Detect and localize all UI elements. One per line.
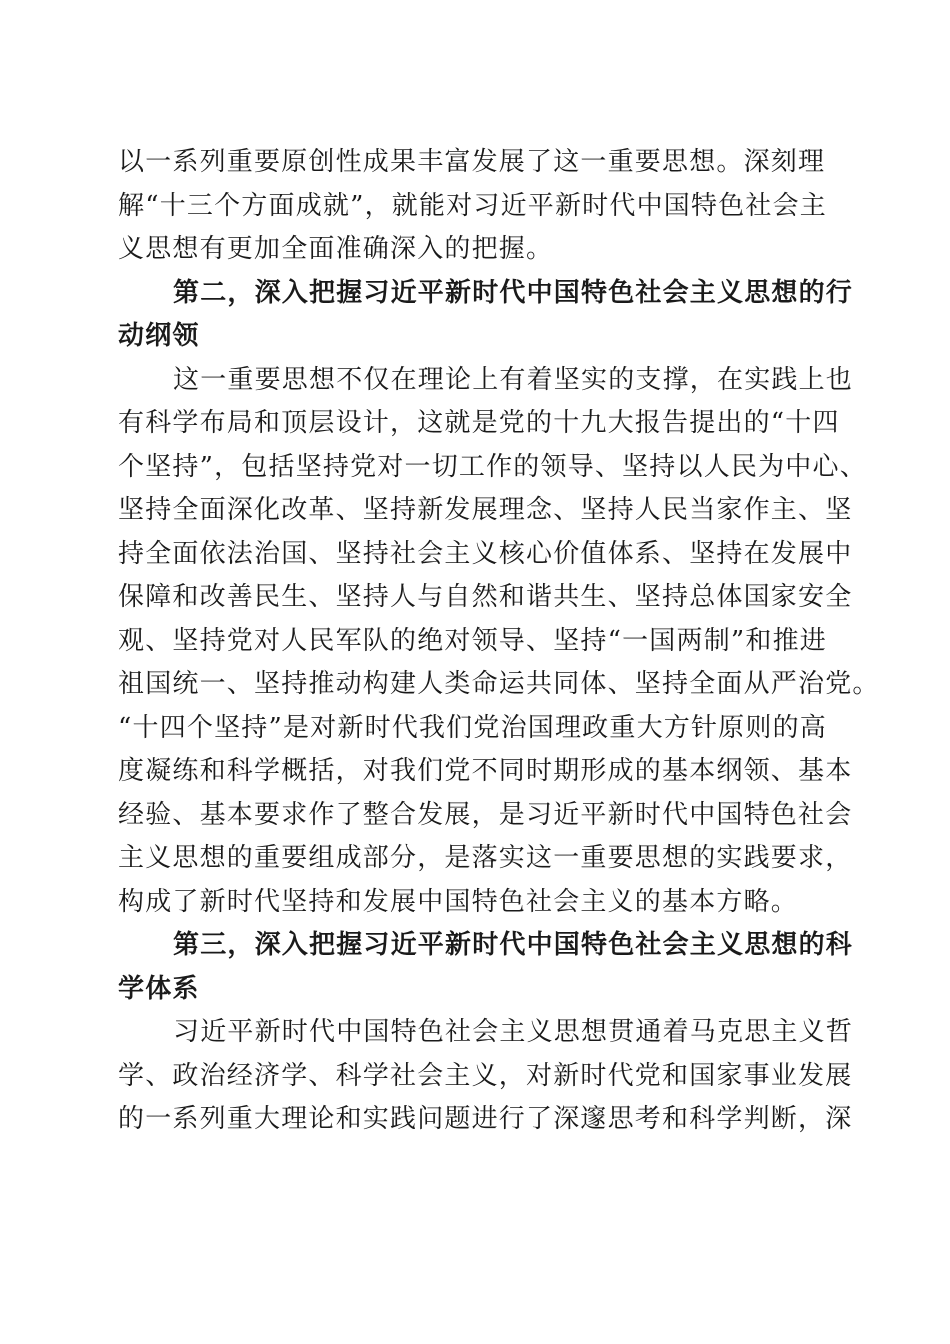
text-line: 祖国统一、坚持推动构建人类命运共同体、坚持全面从严治党。 [118,669,880,699]
heading-line: 第三，深入把握习近平新时代中国特色社会主义思想的科 [173,930,854,960]
section-heading-2 [118,272,854,359]
text-line: 坚持全面深化改革、坚持新发展理念、坚持人民当家作主、坚 [118,495,853,525]
text-line: 义思想有更加全面准确深入的把握。 [118,234,554,264]
text-line: 经验、基本要求作了整合发展，是习近平新时代中国特色社会 [118,799,853,830]
text-line: 个坚持”，包括坚持党对一切工作的领导、坚持以人民为中心、 [118,451,867,482]
section-heading-3 [118,924,854,1011]
text-line: 有科学布局和顶层设计，这就是党的十九大报告提出的“十四 [118,408,840,438]
heading-line: 学体系 [118,973,200,1004]
heading-line: 第二，深入把握习近平新时代中国特色社会主义思想的行 [173,277,854,308]
paragraph-continuation [118,141,838,272]
paragraph-action-program [118,359,880,925]
paragraph-scientific-system [118,1011,854,1142]
text-line: 观、坚持党对人民军队的绝对领导、坚持“一国两制”和推进 [118,625,827,656]
text-line: 持全面依法治国、坚持社会主义核心价值体系、坚持在发展中 [118,538,853,569]
heading-line: 动纲领 [118,321,200,351]
text-line: 习近平新时代中国特色社会主义思想贯通着马克思主义哲 [173,1017,854,1047]
text-line: 学、政治经济学、科学社会主义，对新时代党和国家事业发展 [118,1060,853,1091]
text-line: 构成了新时代坚持和发展中国特色社会主义的基本方略。 [118,886,799,917]
text-line: 保障和改善民生、坚持人与自然和谐共生、坚持总体国家安全 [118,582,853,612]
text-line: 以一系列重要原创性成果丰富发展了这一重要思想。深刻理 [118,147,826,177]
text-line: 这一重要思想不仅在理论上有着坚实的支撑，在实践上也 [173,364,854,395]
text-line: 的一系列重大理论和实践问题进行了深邃思考和科学判断，深 [118,1104,853,1134]
text-line: “十四个坚持”是对新时代我们党治国理政重大方针原则的高 [118,712,827,743]
text-line: 解“十三个方面成就”，就能对习近平新时代中国特色社会主 [118,190,827,221]
text-line: 度凝练和科学概括，对我们党不同时期形成的基本纲领、基本 [118,756,853,786]
text-line: 主义思想的重要组成部分，是落实这一重要思想的实践要求， [118,843,853,873]
document-body [118,141,880,1142]
